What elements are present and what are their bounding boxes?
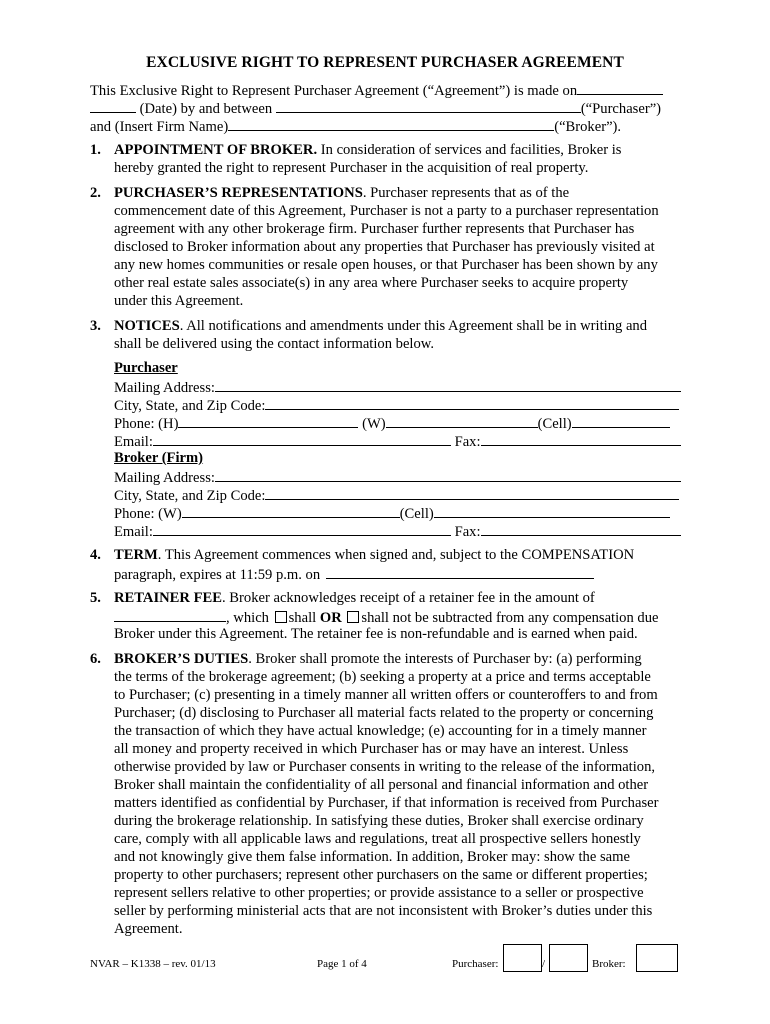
- section-3-line-2: shall be delivered using the contact information below.: [114, 336, 435, 352]
- section-6-line-12: and not knowingly give them false information. In addition, Broker may: show the same: [114, 849, 630, 865]
- broker-initials-label: Broker:: [592, 958, 626, 970]
- broker-mailing-row: Mailing Address:: [114, 467, 681, 487]
- section-1-number: 1.: [90, 142, 101, 158]
- section-1-line-2: hereby granted the right to represent Purchaser in the acquisition of real property.: [114, 160, 589, 176]
- purchaser-phone-cell-field[interactable]: [572, 413, 670, 428]
- purchaser-mailing-row: Mailing Address:: [114, 377, 681, 397]
- section-3-line-1: NOTICES. All notifications and amendments under this Agreement shall be in writing and: [114, 318, 648, 334]
- broker-city-field[interactable]: [265, 485, 679, 500]
- broker-fax-field[interactable]: [481, 521, 681, 536]
- section-4-number: 4.: [90, 547, 101, 563]
- broker-email-row: Email: Fax:: [114, 521, 681, 541]
- firm-name-field[interactable]: [228, 116, 554, 131]
- broker-heading: Broker (Firm): [114, 450, 204, 466]
- retainer-amount-field[interactable]: [114, 607, 226, 622]
- section-2-line-7: under this Agreement.: [114, 293, 244, 309]
- section-6-line-16: Agreement.: [114, 921, 183, 937]
- section-3-number: 3.: [90, 318, 101, 334]
- purchaser-mailing-field[interactable]: [215, 377, 681, 392]
- purchaser-city-row: City, State, and Zip Code:: [114, 395, 679, 415]
- section-2-line-3: agreement with any other brokerage firm. Purchaser further represents that Purchaser has: [114, 221, 635, 237]
- section-2-line-5: any new homes communities or resale open houses, or that Purchaser has been shown by any: [114, 257, 658, 273]
- section-6-line-11: care, comply with all applicable laws and regulations, treat all prospective sellers honestly: [114, 831, 641, 847]
- intro-line-2: (Date) by and between (“Purchaser”): [90, 98, 661, 118]
- section-6-line-15: seller by performing ministerial acts that are not inconsistent with Broker’s duties under this: [114, 903, 653, 919]
- purchaser-phone-home-field[interactable]: [178, 413, 358, 428]
- section-6-line-5: the transaction of which they have actual knowledge; (e) accounting for in a timely manner: [114, 723, 647, 739]
- broker-mailing-field[interactable]: [215, 467, 681, 482]
- purchaser-email-field[interactable]: [153, 431, 451, 446]
- section-6-line-9: matters identified as confidential by Purchaser, if that information is received from Purchaser: [114, 795, 659, 811]
- section-2-line-6: other real estate sales associate(s) in any area where Purchaser seeks to acquire property: [114, 275, 629, 291]
- shall-not-checkbox[interactable]: [347, 611, 359, 623]
- document-title: EXCLUSIVE RIGHT TO REPRESENT PURCHASER AGREEMENT: [146, 54, 624, 71]
- section-2-line-4: disclosed to Broker information about any properties that Purchaser has previously visited at: [114, 239, 655, 255]
- initials-slash: /: [542, 958, 546, 970]
- section-6-line-13: property to other purchasers; represent other purchasers on the same or different properties;: [114, 867, 648, 883]
- section-2-number: 2.: [90, 185, 101, 201]
- purchaser-initials-box-2[interactable]: [549, 944, 588, 972]
- section-1-line-1: APPOINTMENT OF BROKER. In consideration of services and facilities, Broker is: [114, 142, 622, 158]
- broker-phone-cell-field[interactable]: [434, 503, 670, 518]
- section-6-line-3: to Purchaser; (c) presenting in a timely manner all written offers or counteroffers to and from: [114, 687, 658, 703]
- section-4-line-1: TERM. This Agreement commences when signed and, subject to the COMPENSATION: [114, 547, 635, 563]
- broker-initials-box[interactable]: [636, 944, 678, 972]
- purchaser-fax-field[interactable]: [481, 431, 681, 446]
- purchaser-phone-row: Phone: (H) (W) (Cell): [114, 413, 670, 433]
- purchaser-phone-work-field[interactable]: [386, 413, 538, 428]
- broker-city-row: City, State, and Zip Code:: [114, 485, 679, 505]
- page-number: Page 1 of 4: [317, 958, 367, 970]
- term-expiration-field[interactable]: [326, 564, 594, 579]
- purchaser-initials-box-1[interactable]: [503, 944, 542, 972]
- broker-email-field[interactable]: [153, 521, 451, 536]
- purchaser-city-field[interactable]: [265, 395, 679, 410]
- section-6-line-8: Broker shall maintain the confidentiality of all personal and financial information and other: [114, 777, 649, 793]
- section-6-number: 6.: [90, 651, 101, 667]
- section-6-line-6: all money and property received in which Purchaser has or may have an interest. Unless: [114, 741, 629, 757]
- broker-phone-row: Phone: (W) (Cell): [114, 503, 670, 523]
- section-6-line-4: Purchaser; (d) disclosing to Purchaser all material facts related to the property or concerning: [114, 705, 654, 721]
- purchaser-name-field[interactable]: [276, 98, 581, 113]
- agreement-date-field[interactable]: [577, 80, 663, 95]
- section-5-line-1: RETAINER FEE. Broker acknowledges receipt of a retainer fee in the amount of: [114, 590, 595, 606]
- intro-line-3: and (Insert Firm Name) (“Broker”).: [90, 116, 621, 136]
- broker-phone-work-field[interactable]: [182, 503, 400, 518]
- section-2-line-1: PURCHASER’S REPRESENTATIONS. Purchaser represents that as of the: [114, 185, 570, 201]
- date-field[interactable]: [90, 98, 136, 113]
- form-id: NVAR – K1338 – rev. 01/13: [90, 958, 216, 970]
- section-6-line-14: represent sellers relative to other properties; or provide assistance to a seller or prospective: [114, 885, 644, 901]
- section-5-number: 5.: [90, 590, 101, 606]
- section-6-line-1: BROKER’S DUTIES. Broker shall promote the interests of Purchaser by: (a) performing: [114, 651, 642, 667]
- purchaser-heading: Purchaser: [114, 360, 178, 376]
- section-6-line-7: otherwise provided by law or Purchaser consents in writing to the release of the information,: [114, 759, 656, 775]
- section-5-line-3: Broker under this Agreement. The retainer fee is non-refundable and is earned when paid.: [114, 626, 638, 642]
- shall-checkbox[interactable]: [275, 611, 287, 623]
- section-4-line-2: paragraph, expires at 11:59 p.m. on: [114, 564, 594, 584]
- section-2-line-2: commencement date of this Agreement, Purchaser is not a party to a purchaser representation: [114, 203, 659, 219]
- section-6-line-2: the terms of the brokerage agreement; (b) seeking a property at a price and terms acceptable: [114, 669, 651, 685]
- section-5-line-2: , which shall OR shall not be subtracted from any compensation due: [114, 607, 658, 627]
- section-6-line-10: during the brokerage relationship. In satisfying these duties, Broker shall exercise ordinary: [114, 813, 644, 829]
- purchaser-initials-label: Purchaser:: [452, 958, 499, 970]
- purchaser-email-row: Email: Fax:: [114, 431, 681, 451]
- intro-line-1: This Exclusive Right to Represent Purchaser Agreement (“Agreement”) is made on: [90, 80, 663, 100]
